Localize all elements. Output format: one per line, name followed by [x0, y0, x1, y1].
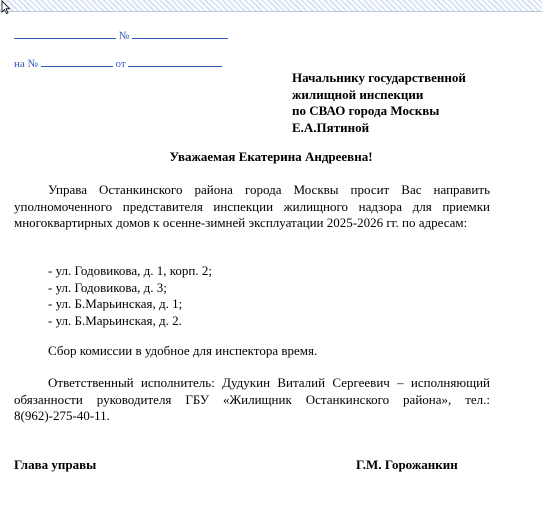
reference-number-line[interactable] [41, 56, 113, 67]
outgoing-number-line[interactable] [132, 28, 228, 39]
number-sign: № [118, 30, 130, 42]
list-item: - ул. Годовикова, д. 1, корп. 2; [48, 263, 212, 278]
list-item: - ул. Б.Марьинская, д. 1; [48, 296, 183, 312]
reference-from-label: от [115, 58, 126, 70]
outgoing-date-line[interactable] [14, 28, 116, 39]
addressee-line: Начальнику государственной [292, 70, 466, 85]
list-item: - ул. Годовикова, д. 3; [48, 279, 167, 295]
request-paragraph: Управа Останкинского района города Москвы просит Вас направить уполномоченного представителя инспекции жилищного надзора для приемки многоквартирных домов к осенне-зимней эксплуатации 2025-2026 гг. по адресам: [14, 182, 490, 231]
responsible-paragraph: Ответственный исполнитель: Дудукин Виталий Сергеевич – исполняющий обязанности руководителя ГБУ «Жилищник Останкинского района», тел.: 8(962)-275-40-11. [14, 375, 490, 424]
signature-name: Г.М. Горожанкин [356, 457, 458, 472]
reference-field [14, 56, 222, 70]
window-title-strip [0, 0, 542, 12]
signature-position: Глава управы [14, 457, 97, 472]
reference-date-line[interactable] [128, 56, 222, 67]
addressee-line: жилищной инспекции [292, 86, 424, 102]
reference-prefix: на № [14, 58, 39, 70]
mouse-cursor-icon [1, 0, 11, 14]
addressee-line: по СВАО города Москвы [292, 103, 440, 118]
salutation: Уважаемая Екатерина Андреевна! [169, 149, 373, 164]
gathering-paragraph: Сбор комиссии в удобное для инспектора время. [48, 343, 318, 358]
address-list [48, 263, 212, 329]
addressee-block [292, 70, 532, 136]
addressee-line: Е.А.Пятиной [292, 119, 370, 135]
list-item: - ул. Б.Марьинская, д. 2. [48, 312, 182, 328]
outgoing-number-field [14, 28, 228, 42]
